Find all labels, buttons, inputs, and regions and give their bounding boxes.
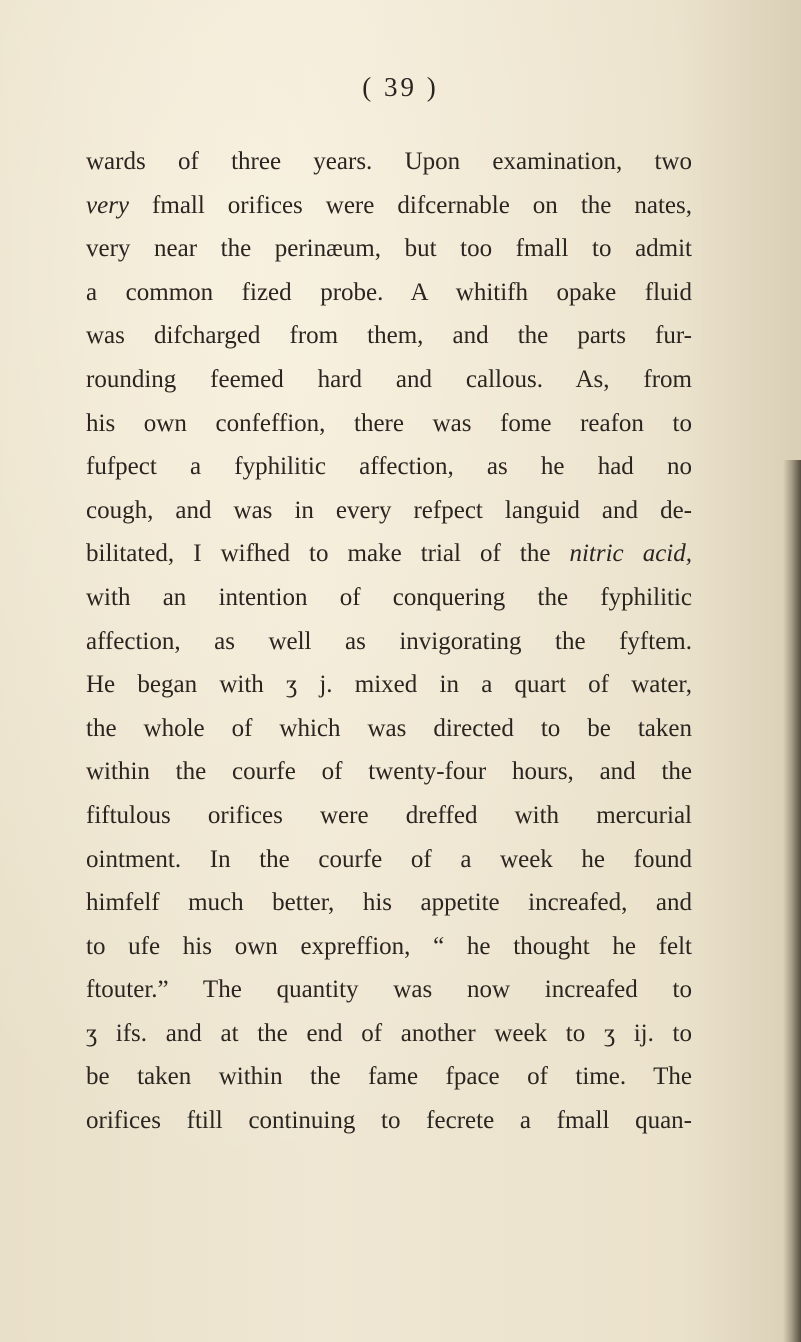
- text-segment: orifices ftill continuing to fecrete a fmall quan-: [86, 1107, 692, 1135]
- text-line: [86, 184, 692, 228]
- text-segment: with an intention of conquering the fyphilitic: [86, 583, 692, 611]
- italic-text: nitric acid,: [569, 540, 692, 568]
- text-segment: ointment. In the courfe of a week he found: [86, 845, 692, 873]
- text-line: [86, 881, 692, 925]
- text-line: [86, 663, 692, 707]
- text-segment: his own confeffion, there was fome reafon to: [86, 409, 692, 437]
- text-segment: be taken within the fame fpace of time. The: [86, 1063, 692, 1091]
- text-line: [86, 358, 692, 402]
- text-line: [86, 140, 692, 184]
- text-line: [86, 750, 692, 794]
- text-line: [86, 794, 692, 838]
- text-segment: fufpect a fyphilitic affection, as he had no: [86, 453, 692, 481]
- text-segment: the whole of which was directed to be taken: [86, 714, 692, 742]
- text-segment: wards of three years. Upon examination, two: [86, 148, 692, 175]
- text-line: [86, 402, 692, 446]
- body-text: [86, 140, 692, 1143]
- text-segment: was difcharged from them, and the parts fur-: [86, 322, 692, 350]
- text-segment: a common fized probe. A whitifh opake fluid: [86, 278, 692, 306]
- text-segment: himfelf much better, his appetite increafed, and: [86, 889, 692, 917]
- text-line: [86, 1099, 692, 1143]
- text-segment: fiftulous orifices were dreffed with mercurial: [86, 801, 692, 829]
- text-line: [86, 314, 692, 358]
- text-segment: to ufe his own expreffion, “ he thought he felt: [86, 932, 692, 960]
- text-line: [86, 620, 692, 664]
- text-line: [86, 1012, 692, 1056]
- text-line: [86, 838, 692, 882]
- text-line: [86, 532, 692, 576]
- text-line: [86, 968, 692, 1012]
- text-line: [86, 1055, 692, 1099]
- text-segment: bilitated, I wifhed to make trial of the: [86, 540, 570, 568]
- text-segment: affection, as well as invigorating the fyftem.: [86, 627, 692, 655]
- text-segment: He began with ʒ j. mixed in a quart of water,: [86, 671, 692, 699]
- page-number: ( 39 ): [362, 72, 439, 102]
- text-segment: within the courfe of twenty-four hours, and the: [86, 758, 692, 786]
- text-segment: fmall orifices were difcernable on the nates,: [129, 191, 692, 219]
- text-line: [86, 489, 692, 533]
- text-segment: rounding feemed hard and callous. As, from: [86, 365, 692, 393]
- text-line: [86, 445, 692, 489]
- text-segment: cough, and was in every refpect languid and de-: [86, 496, 692, 524]
- text-line: [86, 576, 692, 620]
- italic-text: very: [86, 191, 130, 219]
- text-line: [86, 271, 692, 315]
- text-line: [86, 925, 692, 969]
- text-segment: ʒ ifs. and at the end of another week to ʒ ij. to: [86, 1019, 692, 1047]
- text-segment: ftouter.” The quantity was now increafed to: [86, 976, 692, 1004]
- text-line: [86, 707, 692, 751]
- text-line: [86, 227, 692, 271]
- page-binding-shadow: [783, 460, 801, 1342]
- text-segment: very near the perinæum, but too fmall to admit: [86, 235, 692, 263]
